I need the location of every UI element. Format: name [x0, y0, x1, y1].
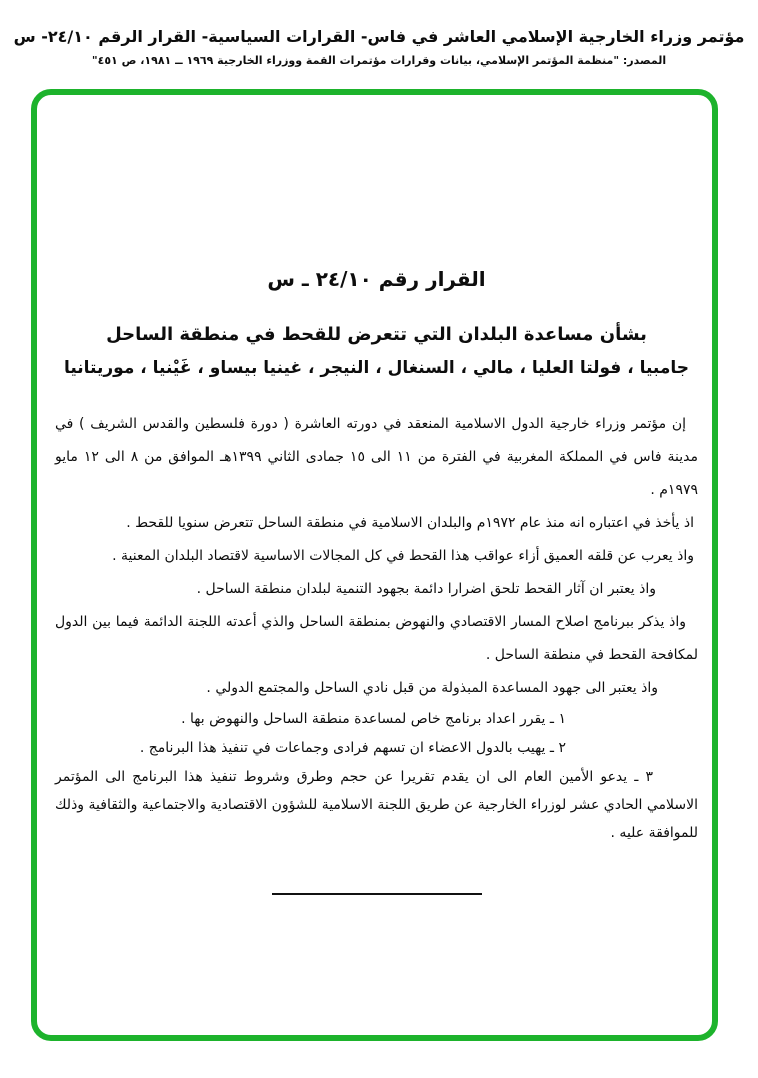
- resolution-subject: بشأن مساعدة البلدان التي تتعرض للقحط في منطقة الساحل: [106, 324, 647, 345]
- header-source-citation: المصدر: "منظمة المؤتمر الإسلامي، بيانات وقرارات مؤتمرات القمة ووزراء الخارجية ١٩٦٩ ــ ١٩٨١، ص ٤٥١": [91, 54, 667, 67]
- operative-item-2: ٢ ـ يهيب بالدول الاعضاء ان تسهم فرادى وجماعات في تنفيذ هذا البرنامج .: [139, 740, 566, 756]
- green-border-frame: [31, 89, 718, 1041]
- operative-item-1: ١ ـ يقرر اعداد برنامج خاص لمساعدة منطقة الساحل والنهوض بها .: [181, 711, 566, 727]
- resolution-title-block: [55, 265, 698, 382]
- footer-divider: [272, 893, 482, 895]
- resolution-countries-list: جامبيا ، فولتا العليا ، مالي ، السنغال ، النيجر ، غينيا بيساو ، غَيْنيا ، موريتانيا: [63, 358, 690, 378]
- paragraph-recalling-program: واذ يذكر ببرنامج اصلاح المسار الاقتصادي والنهوض بمنطقة الساحل والذي أعدته اللجنة الدائمة فيما بين الدول لمكافحة القحط في منطقة الساحل .: [55, 614, 698, 663]
- resolution-body: [55, 408, 698, 847]
- operative-item-3: ٣ ـ يدعو الأمين العام الى ان يقدم تقريرا عن حجم وطرق وشروط تنفيذ هذا البرنامج الى المؤتمر الاسلامي الحادي عشر لوزراء الخارجية عن طريق اللجنة الاسلامية للشؤون الاقتصادية والاجتماعية والثقافية وذلك للموافقة عليه .: [55, 769, 698, 841]
- paragraph-preamble: إن مؤتمر وزراء خارجية الدول الاسلامية المنعقد في دورته العاشرة ( دورة فلسطين والقدس الشريف ) في مدينة فاس في المملكة المغربية في الفترة من ١١ الى ١٥ جمادى الثاني ١٣٩٩هـ الموافق من ٨ الى ١٢ مايو ١٩٧٩م .: [55, 416, 699, 498]
- paragraph-considering-effects: واذ يعتبر ان آثار القحط تلحق اضرارا دائمة بجهود التنمية لبلدان منطقة الساحل .: [196, 581, 656, 597]
- document-content: [37, 95, 712, 895]
- paragraph-taking-into-account: اذ يأخذ في اعتباره انه منذ عام ١٩٧٢م والبلدان الاسلامية في منطقة الساحل تتعرض سنويا للقحط .: [126, 515, 694, 531]
- resolution-number: القرار رقم ٢٤/١٠ ـ س: [267, 267, 486, 291]
- paragraph-expressing-concern: واذ يعرب عن قلقه العميق أزاء عواقب هذا القحط في كل المجالات الاساسية لاقتصاد البلدان المعنية .: [112, 548, 694, 564]
- document-header: [0, 26, 758, 68]
- paragraph-considering-aid-efforts: واذ يعتبر الى جهود المساعدة المبذولة من قبل نادي الساحل والمجتمع الدولي .: [206, 680, 658, 696]
- header-conference-title: مؤتمر وزراء الخارجية الإسلامي العاشر في فاس- القرارات السياسية- القرار الرقم ٢٤/١٠- س: [13, 27, 745, 46]
